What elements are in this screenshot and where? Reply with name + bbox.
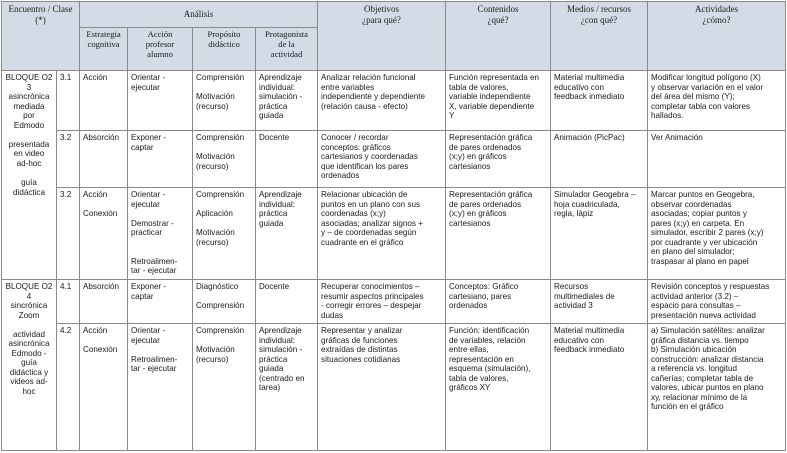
bloque-cell: BLOQUE O2 3 asincrónica mediada por Edmodo presentada en video ad-hoc guía didáctica: [2, 71, 57, 280]
protagonista-cell: Aprendizaje individual: simulación - práctica guiada (centrado en tarea): [256, 324, 318, 451]
estrategia-cell: Absorción: [80, 131, 128, 188]
actividades-cell: a) Simulación satélites: analizar gráfica distancia vs. tiempo b) Simulación ubicación construcción: analizar distancia a referencia vs. longitud cañerías; completar tabla de valores, ubicar puntos en plano xy, relacionar mínimo de la función en el gráfico: [648, 324, 786, 451]
protagonista-cell: Docente: [256, 131, 318, 188]
accion-cell: Orientar - ejecutar: [128, 71, 193, 131]
objetivos-cell: Recuperar conocimientos – resumir aspectos principales - corregir errores – despejar dudas: [318, 280, 446, 324]
estrategia-cell: Acción Conexión: [80, 324, 128, 451]
class-number: 3.2: [57, 131, 80, 188]
contenidos-cell: Conceptos: Gráfico cartesiano, pares ordenados: [446, 280, 551, 324]
objetivos-cell: Representar y analizar gráficas de funciones extraídas de distintas situaciones cotidianas: [318, 324, 446, 451]
header-medios: Medios / recursos ¿con qué?: [551, 2, 648, 71]
planning-table: [1, 1, 786, 451]
class-number: 4.2: [57, 324, 80, 451]
contenidos-cell: Función representada en tabla de valores, variable independiente X, variable dependiente Y: [446, 71, 551, 131]
proposito-cell: Comprensión Motivación (recurso): [193, 131, 256, 188]
class-number: 3.1: [57, 71, 80, 131]
medios-cell: Material multimedia educativo con feedback inmediato: [551, 71, 648, 131]
table-row: [2, 324, 786, 451]
actividades-cell: Ver Animación: [648, 131, 786, 188]
objetivos-cell: Relacionar ubicación de puntos en un plano con sus coordenadas (x;y) asociadas; analizar signos + y – de coordenadas según cuadrante en el gráfico: [318, 188, 446, 280]
objetivos-cell: Analizar relación funcional entre variables independiente y dependiente (relación causa - efecto): [318, 71, 446, 131]
header-analisis: Análisis: [80, 2, 318, 28]
table-row: [2, 188, 786, 280]
header-protagonista: Protagonista de la actividad: [256, 28, 318, 71]
protagonista-cell: Aprendizaje individual: práctica guiada: [256, 188, 318, 280]
table-row: [2, 71, 786, 131]
medios-cell: Simulador Geogebra – hoja cuadriculada, regla, lápiz: [551, 188, 648, 280]
medios-cell: Material multimedia educativo con feedback inmediato: [551, 324, 648, 451]
proposito-cell: Comprensión Motivación (recurso): [193, 324, 256, 451]
header-objetivos: Objetivos ¿para qué?: [318, 2, 446, 71]
header-estrategia: Estrategia cognitiva: [80, 28, 128, 71]
contenidos-cell: Representación gráfica de pares ordenados (x;y) en gráficos cartesianos: [446, 188, 551, 280]
accion-cell: Orientar - ejecutar Demostrar - practicar Retroalimen- tar - ejecutar: [128, 188, 193, 280]
actividades-cell: Revisión conceptos y respuestas actividad anterior (3.2) – espacio para consultas – presentación nueva actividad: [648, 280, 786, 324]
proposito-cell: Diagnóstico Comprensión: [193, 280, 256, 324]
proposito-cell: Comprensión Aplicación Motivación (recurso): [193, 188, 256, 280]
accion-cell: Exponer - captar: [128, 131, 193, 188]
protagonista-cell: Aprendizaje individual: simulación - práctica guiada: [256, 71, 318, 131]
medios-cell: Recursos multimediales de actividad 3: [551, 280, 648, 324]
actividades-cell: Modificar longitud polígono (X) y observar variación en el valor del área del mismo (Y); completar tabla con valores hallados.: [648, 71, 786, 131]
protagonista-cell: Docente: [256, 280, 318, 324]
estrategia-cell: Acción: [80, 71, 128, 131]
contenidos-cell: Representación gráfica de pares ordenados (x;y) en gráficos cartesianos: [446, 131, 551, 188]
medios-cell: Animación (PicPac): [551, 131, 648, 188]
actividades-cell: Marcar puntos en Geogebra, observar coordenadas asociadas; copiar puntos y pares (x;y) en carpeta. En simulador, escribir 2 pares (x;y) por cuadrante y ver ubicación en plano del simulador; traspasar al plano en papel: [648, 188, 786, 280]
class-number: 3.2: [57, 188, 80, 280]
header-encuentro: Encuentro / Clase (*): [2, 2, 80, 71]
header-actividades: Actividades ¿cómo?: [648, 2, 786, 71]
contenidos-cell: Función: identificación de variables, relación entre ellas, representación en esquema (simulación), tabla de valores, gráficos XY: [446, 324, 551, 451]
proposito-cell: Comprensión Motivación (recurso): [193, 71, 256, 131]
accion-cell: Orientar - ejecutar Retroalimen- tar - ejecutar: [128, 324, 193, 451]
header-contenidos: Contenidos ¿qué?: [446, 2, 551, 71]
class-number: 4.1: [57, 280, 80, 324]
accion-cell: Exponer - captar: [128, 280, 193, 324]
estrategia-cell: Acción Conexión: [80, 188, 128, 280]
header-proposito: Propósito didáctico: [193, 28, 256, 71]
table-row: [2, 280, 786, 324]
objetivos-cell: Conocer / recordar conceptos: gráficos cartesianos y coordenadas que identifican los pares ordenados: [318, 131, 446, 188]
estrategia-cell: Absorción: [80, 280, 128, 324]
header-accion: Acción profesor alumno: [128, 28, 193, 71]
table-row: [2, 131, 786, 188]
bloque-cell: BLOQUE O2 4 sincrónica Zoom actividad asincrónica Edmodo - guía didáctica y videos ad- hoc: [2, 280, 57, 451]
